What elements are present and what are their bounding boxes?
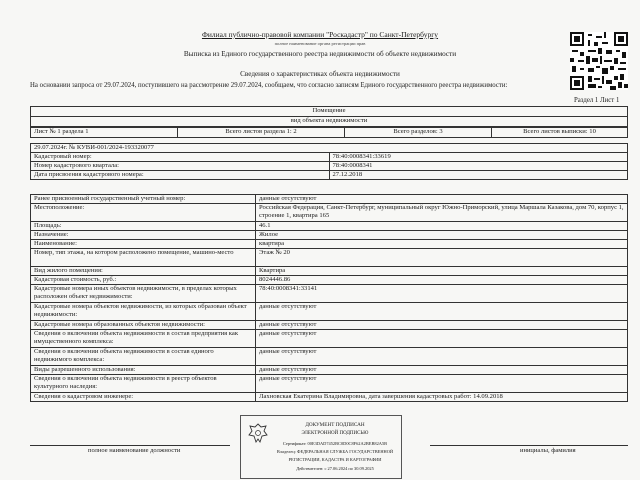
org-name: Филиал публично-правовой компании "Роскадастр" по Санкт-Петербургу [201, 30, 439, 39]
row-value: 78:40:0008341:33141 [256, 285, 628, 303]
signature-owner-2: РЕГИСТРАЦИИ, КАДАСТРА И КАРТОГРАФИИ [288, 457, 382, 462]
row-value: 27.12.2018 [329, 171, 628, 180]
signature-validity: Действителен: с 27.06.2024 по 30.09.2025 [296, 466, 374, 471]
table-row [31, 231, 628, 240]
row-value: данные отсутствуют [256, 348, 628, 366]
row-value: квартира [256, 240, 628, 249]
name-caption: инициалы, фамилия [520, 447, 576, 454]
table-row [31, 321, 628, 330]
qr-code [570, 32, 628, 90]
characteristics-table [30, 194, 628, 402]
table-row [31, 375, 628, 393]
row-label: Сведения о включении объекта недвижимости в состав предприятия как имущественного комплекса: [31, 330, 256, 348]
org-caption: полное наименование органа регистрации прав [274, 41, 366, 46]
table-row [31, 162, 628, 171]
extract-title: Выписка из Единого государственного реестра недвижимости об объекте недвижимости [183, 50, 457, 58]
total-sections: Всего разделов: 3 [345, 128, 492, 138]
table-row [31, 195, 628, 204]
basic-info-table [30, 143, 628, 180]
row-label: Наименование: [31, 240, 256, 249]
section-title: Сведения о характеристиках объекта недвижимости [240, 70, 400, 78]
row-label: Сведения о включении объекта недвижимости в состав единого недвижимого комплекса: [31, 348, 256, 366]
row-label: Сведения о включении объекта недвижимости в реестр объектов культурного наследия: [31, 375, 256, 393]
table-row [31, 267, 628, 276]
row-label: Виды разрешенного использования: [31, 366, 256, 375]
signature-subtitle: ЭЛЕКТРОННОЙ ПОДПИСЬЮ [301, 431, 369, 436]
row-value: данные отсутствуют [256, 375, 628, 393]
row-label: Кадастровая стоимость, руб.: [31, 276, 256, 285]
table-row [31, 393, 628, 402]
sheet-number: Лист № 1 раздела 1 [31, 128, 178, 138]
row-value: 8024446.86 [256, 276, 628, 285]
row-label: Местоположение: [31, 204, 256, 222]
row-label: Кадастровые номера иных объектов недвижимости, в пределах которых расположен объект недвижимости: [31, 285, 256, 303]
request-text: На основании запроса от 29.07.2024, поступившего на рассмотрение 29.07.2024, сообщаем, что согласно записям Единого государственного реестра недвижимости: [30, 82, 508, 89]
table-row [31, 171, 628, 180]
row-label: Кадастровые номера образованных объектов недвижимости: [31, 321, 256, 330]
total-sheets-section: Всего листов раздела 1: 2 [178, 128, 345, 138]
row-value: Жилое [256, 231, 628, 240]
row-label: Кадастровые номера объектов недвижимости, из которых образован объект недвижимости: [31, 303, 256, 321]
row-label: Номер кадастрового квартала: [31, 162, 330, 171]
signature-cert: Сертификат: 00E3DAD7452BC0D0C8F62A2BEB82A5B [282, 441, 388, 446]
table-row [31, 153, 628, 162]
signature-owner-1: Владелец: ФЕДЕРАЛЬНАЯ СЛУЖБА ГОСУДАРСТВЕННОЙ [276, 449, 394, 454]
section-label: Раздел 1 Лист 1 [574, 97, 620, 104]
object-type-table [30, 106, 628, 127]
object-type: Помещение [31, 107, 628, 117]
object-type-caption: вид объекта недвижимости [31, 117, 628, 127]
row-value: 46.1 [256, 222, 628, 231]
table-row [31, 204, 628, 222]
row-label: Номер, тип этажа, на котором расположено помещение, машино-место [31, 249, 256, 267]
row-label: Ранее присвоенный государственный учетный номер: [31, 195, 256, 204]
row-label: Дата присвоения кадастрового номера: [31, 171, 330, 180]
row-value: данные отсутствуют [256, 321, 628, 330]
table-row [31, 240, 628, 249]
table-row [31, 249, 628, 267]
electronic-signature-stamp [240, 415, 402, 479]
position-caption: полное наименование должности [88, 447, 181, 454]
row-value: Российская Федерация, Санкт-Петербург, муниципальный округ Южно-Приморский, улица Маршала Казакова, дом 70, корпус 1, строение 1, квартира 165 [256, 204, 628, 222]
row-value: данные отсутствуют [256, 366, 628, 375]
table-row [31, 348, 628, 366]
table-row [31, 303, 628, 321]
table-row [31, 276, 628, 285]
table-row [31, 366, 628, 375]
row-value: данные отсутствуют [256, 330, 628, 348]
row-value: Лахновская Екатерина Владимировна, дата завершения кадастровых работ: 14.09.2018 [256, 393, 628, 402]
row-label: Кадастровый номер: [31, 153, 330, 162]
row-label: Вид жилого помещения: [31, 267, 256, 276]
row-value: Квартира [256, 267, 628, 276]
date-number: 29.07.2024г. № КУВИ-001/2024-193320077 [31, 144, 628, 153]
total-sheets-extract: Всего листов выписки: 10 [492, 128, 628, 138]
sheet-info-table [30, 127, 628, 138]
signature-title: ДОКУМЕНТ ПОДПИСАН [305, 422, 365, 428]
row-value: данные отсутствуют [256, 303, 628, 321]
row-value: данные отсутствуют [256, 195, 628, 204]
row-value: Этаж № 20 [256, 249, 628, 267]
row-label: Назначение: [31, 231, 256, 240]
table-row [31, 222, 628, 231]
row-label: Сведения о кадастровом инженере: [31, 393, 256, 402]
table-row [31, 285, 628, 303]
row-label: Площадь: [31, 222, 256, 231]
name-line [430, 445, 628, 446]
position-line [30, 445, 230, 446]
emblem-icon [247, 422, 269, 444]
row-value: 78:40:0008341 [329, 162, 628, 171]
table-row [31, 330, 628, 348]
row-value: 78:40:0008341:33619 [329, 153, 628, 162]
